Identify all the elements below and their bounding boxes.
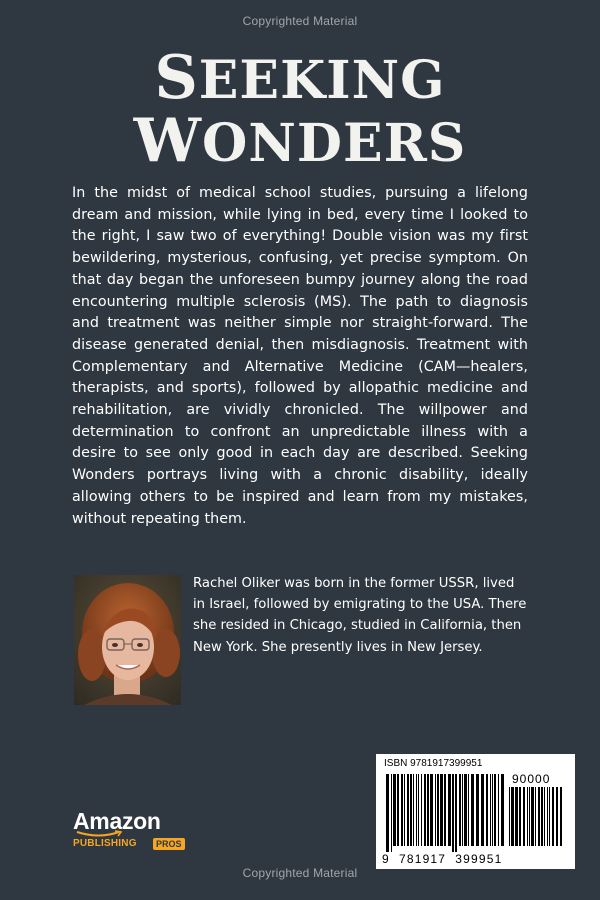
amazon-smile-icon xyxy=(75,830,125,838)
title-line-2: WONDERS xyxy=(133,106,467,176)
publisher-name: Amazon xyxy=(73,808,161,834)
price-code: 90000 xyxy=(512,772,551,786)
author-portrait-image xyxy=(74,575,181,705)
book-blurb: In the midst of medical school studies, pursuing a lifelong dream and mission, while lying in bed, every time I looked to the right, I saw two of everything! Double vision was my first bewildering, mysterious, confusing, yet precise symptom. On that day began the unforeseen bumpy journey along the road encountering multiple sclerosis (MS). The path to diagnosis and treatment was neither simple nor straight-forward. The disease generated denial, then misdiagnosis. Treatment with Complementary and Alternative Medicine (CAM—healers, therapists, and sports), followed by allopathic medicine and rehabilitation, are vividly chronicled. The willpower and determination to confront an unpredictable illness with a desire to see only good in each day are described. Seeking Wonders portrays living with a chronic disability, ideally allowing others to be inspired and learn from my mistakes, without repeating them. xyxy=(72,185,528,527)
publisher-badge: PROS xyxy=(153,838,185,850)
book-title xyxy=(0,43,600,176)
isbn-barcode xyxy=(376,754,575,869)
isbn-label: ISBN 9781917399951 xyxy=(384,758,483,769)
barcode-bars xyxy=(386,774,504,852)
publisher-line2: PUBLISHING xyxy=(73,838,137,849)
barcode-addon-bars xyxy=(509,787,563,852)
watermark-top: Copyrighted Material xyxy=(242,14,358,28)
author-bio: Rachel Oliker was born in the former USSR, lived in Israel, followed by emigrating to the USA. There she resided in Chicago, studied in California, then New York. She presently lives in New Jersey. xyxy=(193,576,527,655)
title-line-1: SEEKING xyxy=(154,43,446,113)
barcode-digits: 9 781917 399951 xyxy=(382,852,503,866)
publisher-logo xyxy=(73,808,193,853)
watermark-bottom: Copyrighted Material xyxy=(242,866,358,880)
author-photo xyxy=(74,575,181,705)
